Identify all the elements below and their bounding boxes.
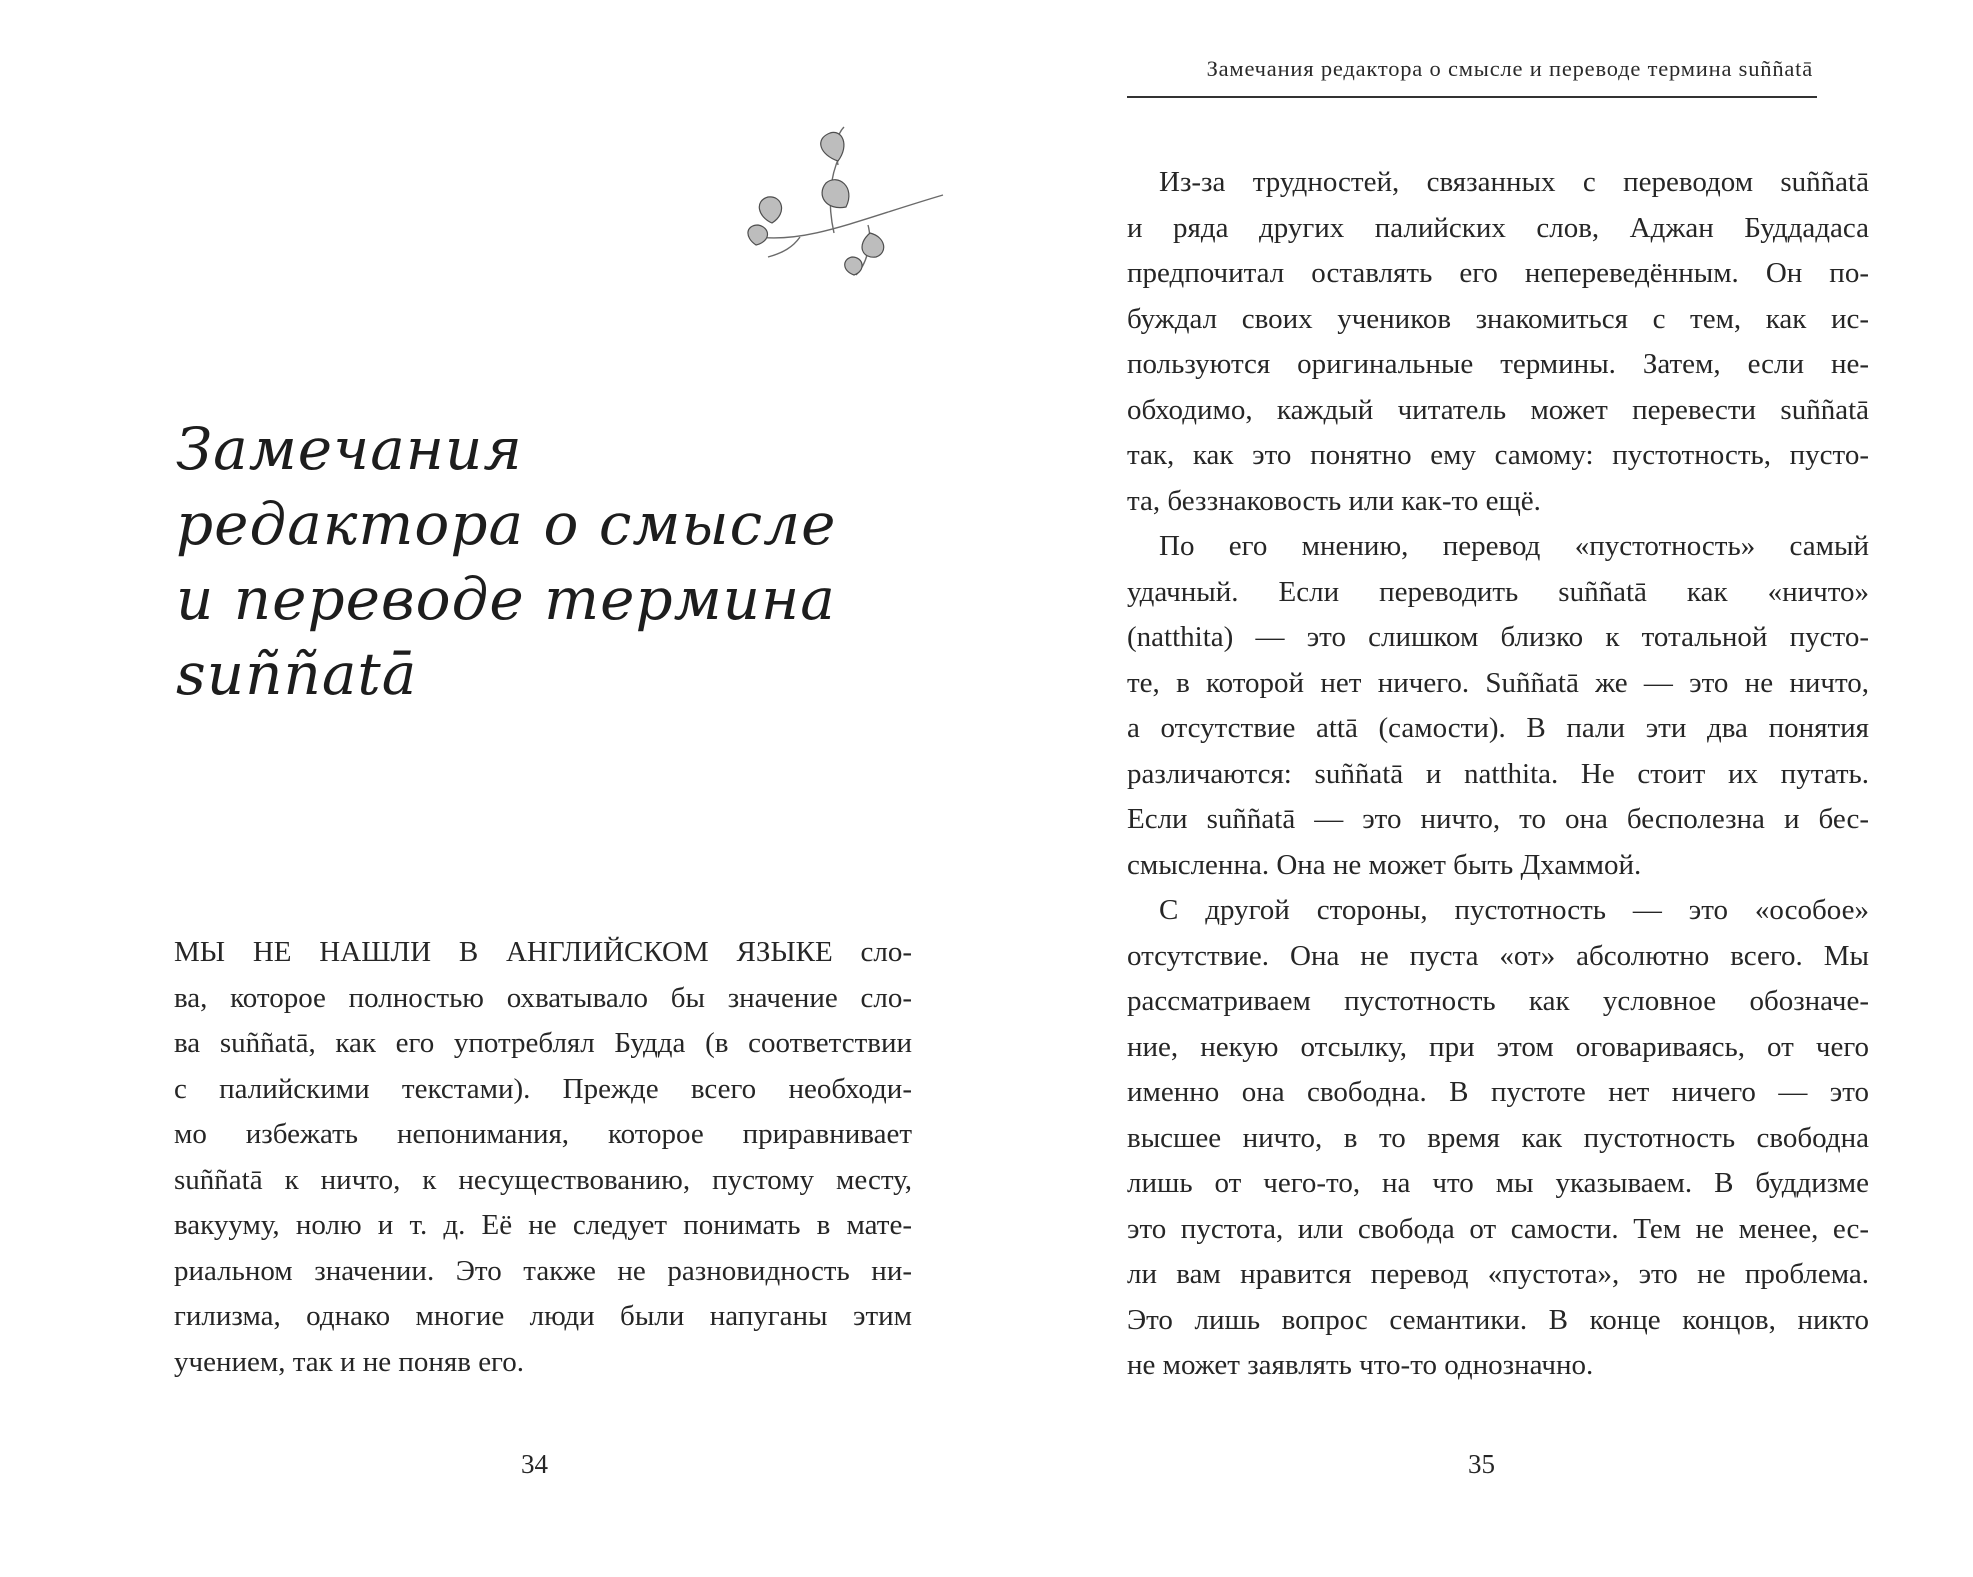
text-line: мо избежать непонимания, которое приравнивает [174, 1118, 912, 1150]
leaf-branch-icon [738, 125, 948, 285]
chapter-title-line: редактора о смысле [176, 490, 837, 558]
text-line: те, в которой нет ничего. Suññatā же — это не ничто, [1127, 666, 1869, 699]
text-line: с палийскими текстами). Прежде всего необходи- [174, 1072, 912, 1105]
text-line: гилизма, однако многие люди были напуганы этим [174, 1300, 912, 1332]
text-line: Из-за трудностей, связанных с переводом suññatā [1159, 166, 1869, 198]
text-line: С другой стороны, пустотность — это «особое» [1159, 894, 1869, 926]
text-line: обходимо, каждый читатель может перевести suññatā [1127, 393, 1869, 426]
text-line: именно она свободна. В пустоте нет ничего — это [1127, 1076, 1869, 1108]
text-line: лишь от чего-то, на что мы указываем. В буддизме [1127, 1167, 1869, 1199]
text-line: вакууму, нолю и т. д. Её не следует понимать в мате- [174, 1209, 912, 1241]
text-line: suññatā к ничто, к несуществованию, пустому месту, [174, 1163, 912, 1196]
page-number-right: 35 [1468, 1449, 1495, 1479]
text-line: Это лишь вопрос семантики. В конце концов, никто [1127, 1303, 1869, 1336]
text-line: не может заявлять что-то однозначно. [1127, 1349, 1594, 1381]
text-line: различаются: suññatā и natthita. Не стоит их путать. [1127, 757, 1869, 790]
text-line: а отсутствие attā (самости). В пали эти два понятия [1127, 712, 1869, 744]
page-number-left: 34 [521, 1449, 548, 1479]
text-line: отсутствие. Она не пуста «от» абсолютно всего. Мы [1127, 939, 1869, 972]
text-line: По его мнению, перевод «пустотность» самый [1159, 530, 1869, 562]
right-page-body [1127, 160, 1869, 1389]
text-line: ли вам нравится перевод «пустота», это не проблема. [1127, 1258, 1869, 1290]
text-line: ва suññatā, как его употреблял Будда (в соответствии [174, 1027, 912, 1059]
text-line: рассматриваем пустотность как условное обозначе- [1127, 985, 1869, 1017]
running-head-rule [1127, 96, 1817, 98]
text-line: удачный. Если переводить suññatā как «ничто» [1127, 575, 1869, 608]
text-line: это пустота, или свобода от самости. Тем не менее, ес- [1127, 1212, 1869, 1245]
chapter-title-line: Замечания [176, 415, 523, 483]
text-line: учением, так и не поняв его. [174, 1345, 524, 1378]
text-line: высшее ничто, в то время как пустотность свободна [1127, 1121, 1869, 1154]
text-line: ва, которое полностью охватывало бы значение сло- [174, 981, 912, 1014]
running-head: Замечания редактора о смысле и переводе термина suññatā [1206, 56, 1813, 81]
chapter-title-line: и переводе термина [176, 565, 836, 633]
left-page-paragraph [174, 930, 912, 1385]
text-line: предпочитал оставлять его непереведённым. Он по- [1127, 257, 1869, 289]
text-line: Если suññatā — это ничто, то она бесполезна и бес- [1127, 803, 1869, 835]
text-line: и ряда других палийских слов, Аджан Буддадаса [1127, 211, 1869, 244]
text-line: так, как это понятно ему самому: пустотность, пусто- [1127, 439, 1869, 471]
text-line: смысленна. Она не может быть Дхаммой. [1127, 848, 1642, 881]
chapter-title [176, 412, 956, 712]
chapter-title-line: suññatā [176, 640, 418, 708]
text-line: риальном значении. Это также не разновидность ни- [174, 1254, 912, 1287]
text-line: буждал своих учеников знакомиться с тем, как ис- [1127, 302, 1869, 335]
text-line: (natthita) — это слишком близко к тотальной пусто- [1127, 621, 1869, 653]
text-line: МЫ НЕ НАШЛИ В АНГЛИЙСКОМ ЯЗЫКЕ сло- [174, 936, 912, 968]
text-line: та, беззнаковость или как-то ещё. [1127, 484, 1541, 517]
text-line: пользуются оригинальные термины. Затем, если не- [1127, 348, 1869, 380]
text-line: ние, некую отсылку, при этом оговариваясь, от чего [1127, 1030, 1869, 1063]
